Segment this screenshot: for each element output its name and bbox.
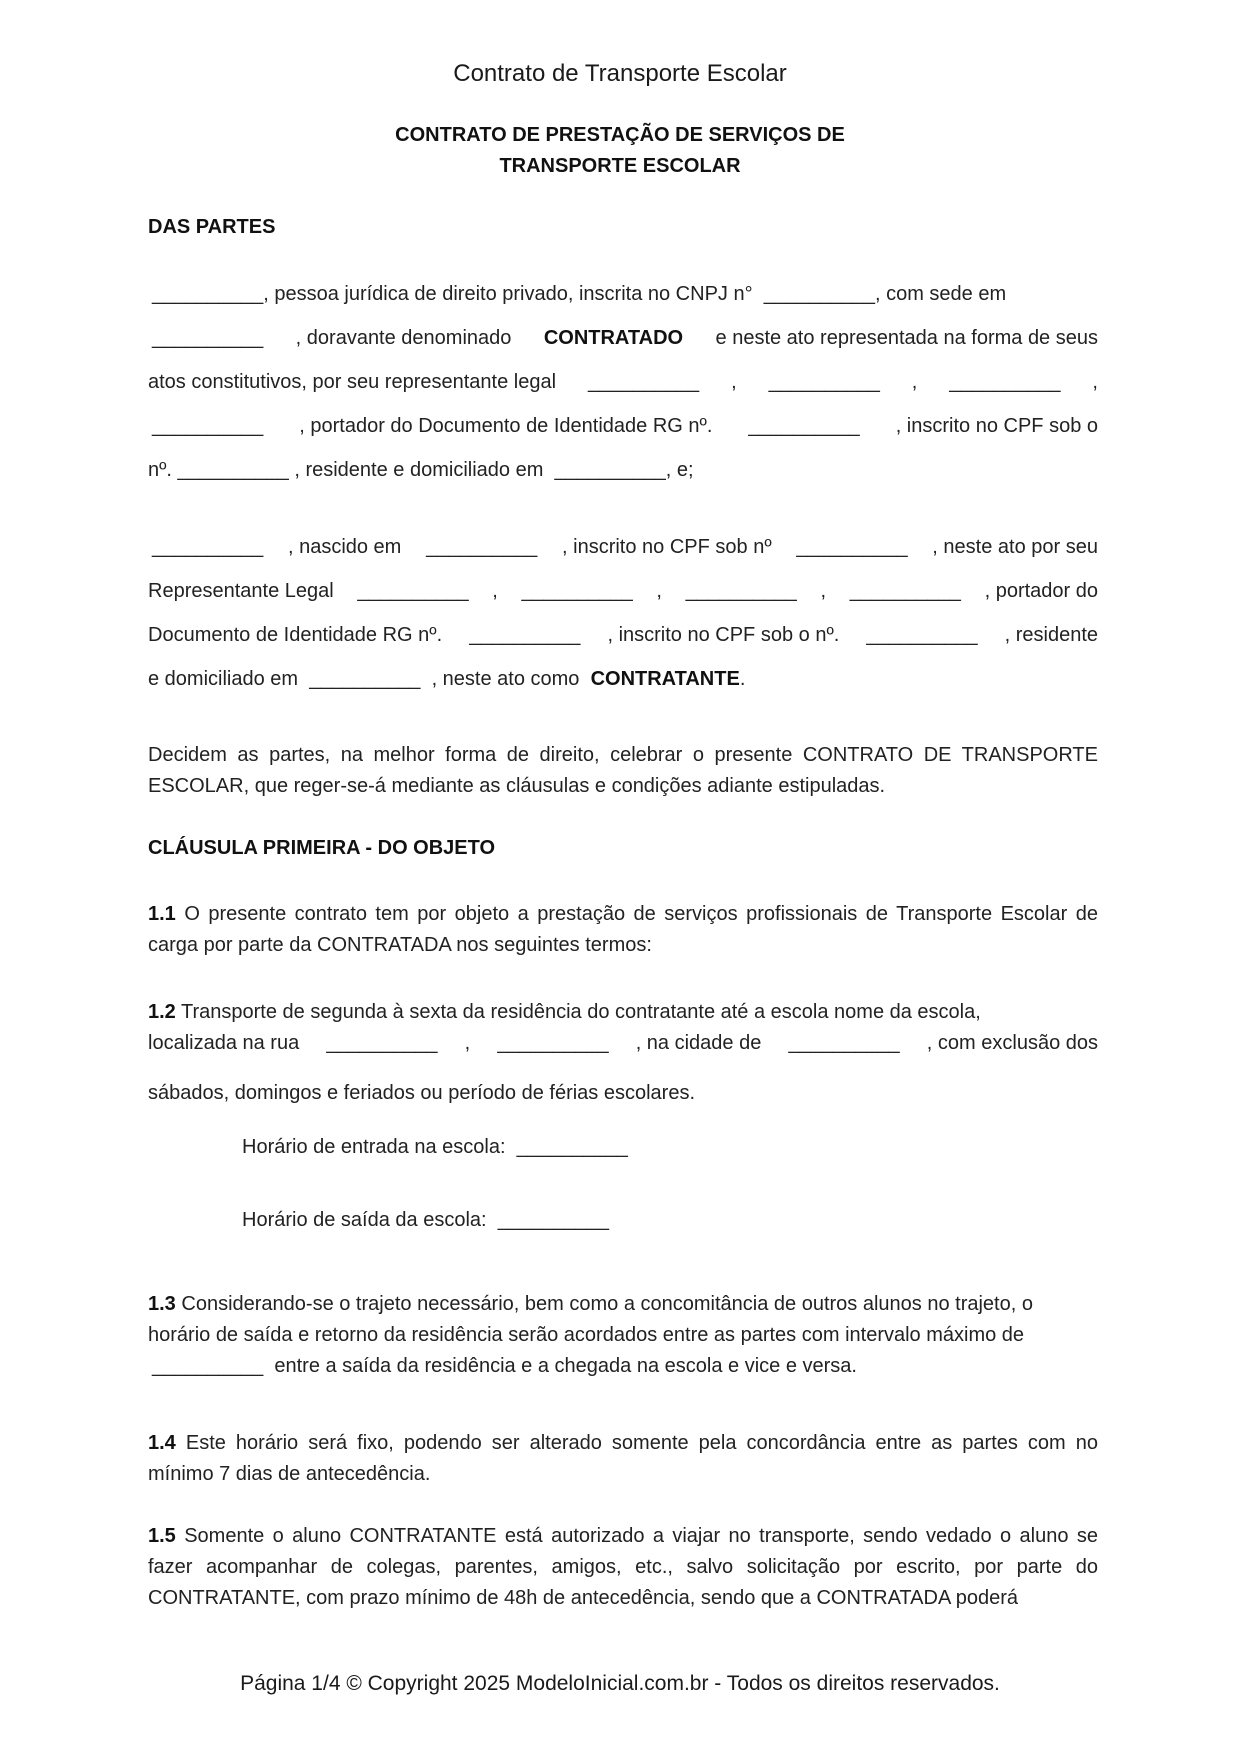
paragraph-line: __________ , portador do Documento de Identidade RG nº. __________ , inscrito no CPF sob o — [148, 404, 1098, 448]
clause-1-1: 1.1 O presente contrato tem por objeto a prestação de serviços profissionais de Transporte Escolar de carga por parte da CONTRATADA nos seguintes termos: — [148, 903, 1099, 956]
paragraph-line: __________, pessoa jurídica de direito privado, inscrita no CNPJ n° __________, com sede em — [152, 283, 1007, 305]
blank-field[interactable]: __________ — [763, 283, 875, 305]
clause-number: 1.1 — [148, 903, 176, 925]
paragraph-line: Representante Legal __________ , __________ , __________ , __________ , portador do — [148, 569, 1098, 613]
blank-field[interactable]: __________ — [152, 536, 264, 558]
blank-field[interactable]: __________ — [587, 371, 700, 393]
clause-number: 1.5 — [148, 1525, 176, 1547]
blank-field[interactable]: __________ — [788, 1032, 900, 1054]
blank-field[interactable]: __________ — [152, 283, 264, 305]
term-contratante: CONTRATANTE — [590, 668, 740, 690]
paragraph-line: 1.2 Transporte de segunda à sexta da residência do contratante até a escola nome da escola, — [148, 1001, 981, 1023]
blank-field[interactable]: __________ — [357, 580, 469, 602]
clause-number: 1.4 — [148, 1432, 176, 1454]
clause-number: 1.3 — [148, 1293, 176, 1315]
paragraph-line: atos constitutivos, por seu representante legal __________ , __________ , __________ , — [148, 360, 1098, 404]
blank-field[interactable]: __________ — [152, 415, 264, 437]
paragraph-decidem: Decidem as partes, na melhor forma de direito, celebrar o presente CONTRATO DE TRANSPORTE ESCOLAR, que reger-se-á mediante as cláusulas e condições adiante estipuladas. — [148, 744, 1098, 797]
horario-saida-line: Horário de saída da escola: __________ — [242, 1209, 609, 1231]
blank-field[interactable]: __________ — [326, 1032, 438, 1054]
blank-field[interactable]: __________ — [768, 371, 880, 393]
blank-field[interactable]: __________ — [152, 327, 264, 349]
blank-field[interactable]: __________ — [152, 1355, 264, 1377]
document-title-line-1: CONTRATO DE PRESTAÇÃO DE SERVIÇOS DE — [395, 124, 845, 146]
paragraph-line: __________ , nascido em __________ , inscrito no CPF sob nº __________ , neste ato por seu — [148, 525, 1098, 569]
paragraph-line: nº. __________ , residente e domiciliado em __________, e; — [148, 459, 694, 481]
blank-field[interactable]: __________ — [516, 1136, 628, 1158]
blank-field[interactable]: __________ — [309, 668, 421, 690]
blank-field[interactable]: __________ — [177, 459, 289, 481]
document-title-line-2: TRANSPORTE ESCOLAR — [499, 155, 741, 177]
horario-entrada-line: Horário de entrada na escola: __________ — [242, 1136, 628, 1158]
blank-field[interactable]: __________ — [497, 1032, 609, 1054]
blank-field[interactable]: __________ — [426, 536, 538, 558]
paragraph-line: sábados, domingos e feriados ou período de férias escolares. — [148, 1082, 696, 1104]
paragraph-line: __________ entre a saída da residência e a chegada na escola e vice e versa. — [152, 1355, 857, 1377]
paragraph-line: localizada na rua __________ , __________ , na cidade de __________ , com exclusão dos — [148, 1028, 1098, 1059]
section-heading-clausula-primeira: CLÁUSULA PRIMEIRA - DO OBJETO — [148, 837, 496, 859]
blank-field[interactable]: __________ — [796, 536, 908, 558]
blank-field[interactable]: __________ — [554, 459, 666, 481]
paragraph-contratante — [148, 525, 1098, 701]
section-heading-partes: DAS PARTES — [148, 216, 276, 238]
page-header: Contrato de Transporte Escolar — [453, 60, 787, 87]
clause-number: 1.2 — [148, 1001, 176, 1023]
blank-field[interactable]: __________ — [748, 415, 860, 437]
term-contratado: CONTRATADO — [543, 327, 684, 349]
blank-field[interactable]: __________ — [849, 580, 961, 602]
clause-1-4: 1.4 Este horário será fixo, podendo ser alterado somente pela concordância entre as partes com no mínimo 7 dias de antecedência. — [148, 1432, 1098, 1485]
document-title — [0, 120, 1240, 182]
paragraph-line: __________ , doravante denominado CONTRATADO e neste ato representada na forma de seus — [148, 316, 1098, 360]
paragraph-line: e domiciliado em __________ , neste ato como CONTRATANTE. — [148, 668, 746, 690]
clause-1-3 — [148, 1289, 1098, 1382]
paragraph-line: 1.3 Considerando-se o trajeto necessário, bem como a concomitância de outros alunos no trajeto, o — [148, 1293, 1033, 1315]
clause-1-5: 1.5 Somente o aluno CONTRATANTE está autorizado a viajar no transporte, sendo vedado o aluno se fazer acompanhar de colegas, parentes, amigos, etc., salvo solicitação por escrito, por parte do CONTRATANTE, com prazo mínimo de 48h de antecedência, sendo que a CONTRATADA poderá — [148, 1525, 1098, 1609]
paragraph-line: horário de saída e retorno da residência serão acordados entre as partes com intervalo máximo de — [148, 1324, 1025, 1346]
page-footer: Página 1/4 © Copyright 2025 ModeloInicial.com.br - Todos os direitos reservados. — [240, 1672, 1000, 1695]
blank-field[interactable]: __________ — [497, 1209, 609, 1231]
blank-field[interactable]: __________ — [866, 624, 978, 646]
paragraph-line: Documento de Identidade RG nº. __________ , inscrito no CPF sob o nº. __________ , residente — [148, 613, 1098, 657]
blank-field[interactable]: __________ — [469, 624, 581, 646]
blank-field[interactable]: __________ — [685, 580, 797, 602]
clause-1-2 — [148, 997, 1098, 1115]
paragraph-contratado — [148, 272, 1098, 492]
blank-field[interactable]: __________ — [949, 371, 1061, 393]
blank-field[interactable]: __________ — [521, 580, 633, 602]
